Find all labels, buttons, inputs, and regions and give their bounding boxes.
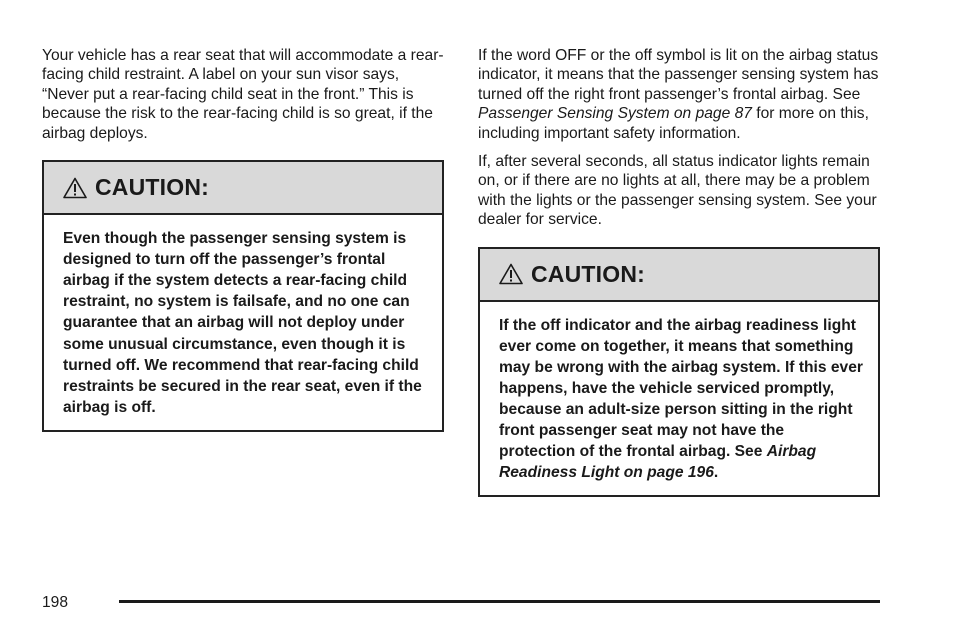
intro-paragraph: Your vehicle has a rear seat that will accommodate a rear-facing child restraint. A label on your sun visor says, “Never put a rear-facing child seat in the front.” This is because the risk to the rear-facing child is so great, if the airbag deploys. — [42, 47, 444, 142]
passenger-sensing-reference: Passenger Sensing System on page 87 — [478, 105, 752, 123]
status-text-before: If the word OFF or the off symbol is lit on the airbag status indicator, it means that the passenger sensing system has turned off the right front passenger’s frontal airbag. See — [478, 47, 879, 103]
page-number: 198 — [42, 594, 69, 611]
caution-text-before: If the off indicator and the airbag readiness light ever come on together, it means that something may be wrong with the airbag system. If this ever happens, have the vehicle serviced promptly, because an adult-size person sitting in the right front passenger seat may not have the protection of the frontal airbag. See — [499, 316, 863, 461]
warning-triangle-icon — [63, 177, 87, 199]
caution-header — [44, 162, 442, 215]
caution-box-rear-facing — [42, 160, 444, 432]
warning-triangle-icon — [499, 263, 523, 285]
right-column — [478, 46, 880, 497]
caution-box-readiness — [478, 247, 880, 498]
status-indicator-paragraph — [478, 46, 880, 143]
caution-title: CAUTION: — [95, 174, 210, 201]
footer-rule — [119, 600, 880, 603]
airbag-readiness-reference: Airbag Readiness Light on page 196 — [499, 443, 817, 482]
caution-body: Even though the passenger sensing system is designed to turn off the passenger’s frontal airbag if the system detects a rear-facing child restraint, no system is failsafe, and no one can guarantee that an airbag will not deploy under some unusual circumstance, even though it is turned off. We recommend that rear-facing child restraints be secured in the rear seat, even if the airbag is off. — [63, 230, 422, 416]
lights-problem-paragraph: If, after several seconds, all status indicator lights remain on, or if there are no lights at all, there may be a problem with the lights or the passenger sensing system. See your dealer for service. — [478, 153, 877, 229]
left-column — [42, 46, 444, 432]
caution-title: CAUTION: — [531, 260, 646, 287]
caution-body — [480, 302, 878, 496]
caution-text-after: . — [713, 464, 719, 482]
caution-header — [480, 249, 878, 302]
status-text-after: for more on this, including important safety information. — [478, 105, 869, 142]
